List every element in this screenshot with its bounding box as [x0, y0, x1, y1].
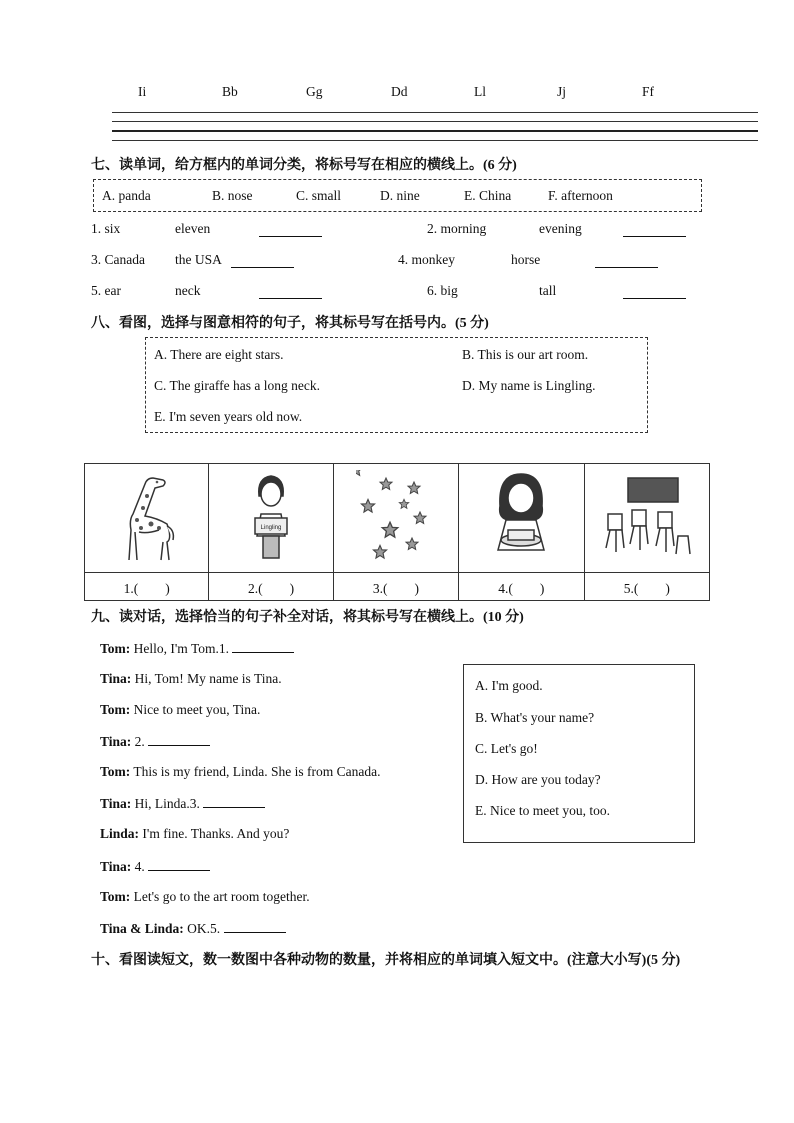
word-item: evening [539, 221, 582, 236]
word-option: C. small [296, 188, 342, 203]
speaker: Tina & Linda: [100, 921, 184, 936]
sentence-option: C. The giraffe has a long neck. [154, 378, 320, 393]
dialogue-option: C. Let's go! [475, 741, 538, 756]
dialogue-text: This is my friend, Linda. She is from Canada. [133, 764, 381, 779]
letter-pair: Ff [642, 84, 655, 99]
word-item: 1. six [91, 221, 121, 236]
dialogue-options-box [463, 664, 695, 843]
dialogue-option: E. Nice to meet you, too. [475, 803, 610, 818]
dialogue-line [100, 889, 310, 905]
answer-label[interactable]: 3.( ) [333, 573, 458, 601]
answer-blank[interactable] [224, 920, 286, 933]
letter-pair: Ii [138, 84, 147, 99]
dialogue-text: Hello, I'm Tom.1. [133, 641, 229, 656]
letter-pair: Bb [222, 84, 238, 99]
word-item: 2. morning [427, 221, 487, 236]
word-option: B. nose [212, 188, 253, 203]
answer-blank[interactable] [259, 224, 322, 237]
speaker: Tina: [100, 859, 132, 874]
dialogue-line [100, 671, 282, 687]
dialogue-line [100, 733, 210, 750]
word-item: eleven [175, 221, 211, 236]
writing-line [112, 112, 758, 113]
sentence-option: B. This is our art room. [462, 347, 589, 362]
sentence-option: A. There are eight stars. [154, 347, 284, 362]
answer-blank[interactable] [623, 224, 686, 237]
speaker: Tom: [100, 889, 131, 904]
answer-label[interactable]: 5.( ) [584, 573, 709, 601]
dialogue-text: Hi, Linda.3. [134, 796, 200, 811]
word-item: 4. monkey [398, 252, 455, 267]
girl-icon [241, 470, 301, 562]
answer-label[interactable]: 4.( ) [459, 573, 584, 601]
word-item: neck [175, 283, 201, 298]
answer-blank[interactable] [148, 858, 210, 871]
sentence-options-box [145, 337, 648, 433]
section-9-title: 九、读对话，选择恰当的句子补全对话，将其标号写在横线上。(10 分) [91, 610, 524, 625]
dialogue-line [100, 826, 289, 842]
answer-blank[interactable] [232, 640, 294, 653]
word-bank-box [93, 179, 702, 212]
giraffe-picture [85, 464, 209, 573]
word-item: the USA [175, 252, 222, 267]
dialogue-text: I'm fine. Thanks. And you? [142, 826, 290, 841]
answer-blank[interactable] [595, 255, 658, 268]
dialogue-line [100, 920, 286, 937]
answer-blank[interactable] [203, 795, 265, 808]
sentence-option: E. I'm seven years old now. [154, 409, 303, 424]
dialogue-text: Hi, Tom! My name is Tina. [134, 671, 282, 686]
birthday-girl-icon [486, 470, 556, 562]
girl-with-name-card-picture [209, 464, 333, 573]
answer-blank[interactable] [148, 733, 210, 746]
answer-blank[interactable] [231, 255, 294, 268]
art-room-icon [602, 470, 692, 562]
dialogue-option: A. I'm good. [475, 678, 543, 693]
letter-pair: Jj [557, 84, 567, 99]
dialogue-option: B. What's your name? [475, 710, 595, 725]
dialogue-text: OK.5. [187, 921, 221, 936]
word-option: E. China [464, 188, 512, 203]
girl-with-birthday-cake-picture [459, 464, 584, 573]
letter-pair: Dd [391, 84, 408, 99]
speaker: Tina: [100, 671, 132, 686]
speaker: Tina: [100, 734, 132, 749]
writing-line [112, 140, 758, 141]
stars-picture [333, 464, 458, 573]
word-item: horse [511, 252, 541, 267]
dialogue-text: 4. [134, 859, 145, 874]
letter-pair: Gg [306, 84, 323, 99]
word-option: D. nine [380, 188, 420, 203]
giraffe-icon [117, 470, 177, 562]
word-item: 5. ear [91, 283, 121, 298]
word-option: A. panda [102, 188, 151, 203]
sentence-option: D. My name is Lingling. [462, 378, 596, 393]
dialogue-line [100, 858, 210, 875]
letter-pair: Ll [474, 84, 486, 99]
stars-icon [356, 470, 436, 562]
section-8-title: 八、看图，选择与图意相符的句子，将其标号写在括号内。(5 分) [91, 316, 489, 331]
word-option: F. afternoon [548, 188, 613, 203]
speaker: Tom: [100, 641, 131, 656]
speaker: Tom: [100, 764, 131, 779]
dialogue-line [100, 795, 265, 812]
dialogue-text: Nice to meet you, Tina. [133, 702, 261, 717]
answer-blank[interactable] [259, 286, 322, 299]
speaker: Linda: [100, 826, 140, 841]
picture-table [84, 463, 710, 601]
speaker: Tina: [100, 796, 132, 811]
answer-label[interactable]: 1.( ) [85, 573, 209, 601]
word-item: tall [539, 283, 557, 298]
writing-line [112, 121, 758, 122]
dialogue-line [100, 702, 260, 718]
dialogue-line [100, 764, 381, 780]
section-7-title: 七、读单词，给方框内的单词分类，将标号写在相应的横线上。(6 分) [91, 158, 517, 173]
dialogue-option: D. How are you today? [475, 772, 601, 787]
answer-label[interactable]: 2.( ) [209, 573, 333, 601]
dialogue-text: Let's go to the art room together. [133, 889, 310, 904]
writing-line [112, 130, 758, 132]
word-item: 6. big [427, 283, 458, 298]
dialogue-line [100, 640, 294, 657]
dialogue-text: 2. [134, 734, 145, 749]
art-room-picture [584, 464, 709, 573]
speaker: Tom: [100, 702, 131, 717]
word-item: 3. Canada [91, 252, 145, 267]
name-card-text: Lingling [260, 525, 282, 531]
answer-blank[interactable] [623, 286, 686, 299]
section-10-title: 十、看图读短文，数一数图中各种动物的数量，并将相应的单词填入短文中。(注意大小写)(5 分) [91, 953, 681, 968]
